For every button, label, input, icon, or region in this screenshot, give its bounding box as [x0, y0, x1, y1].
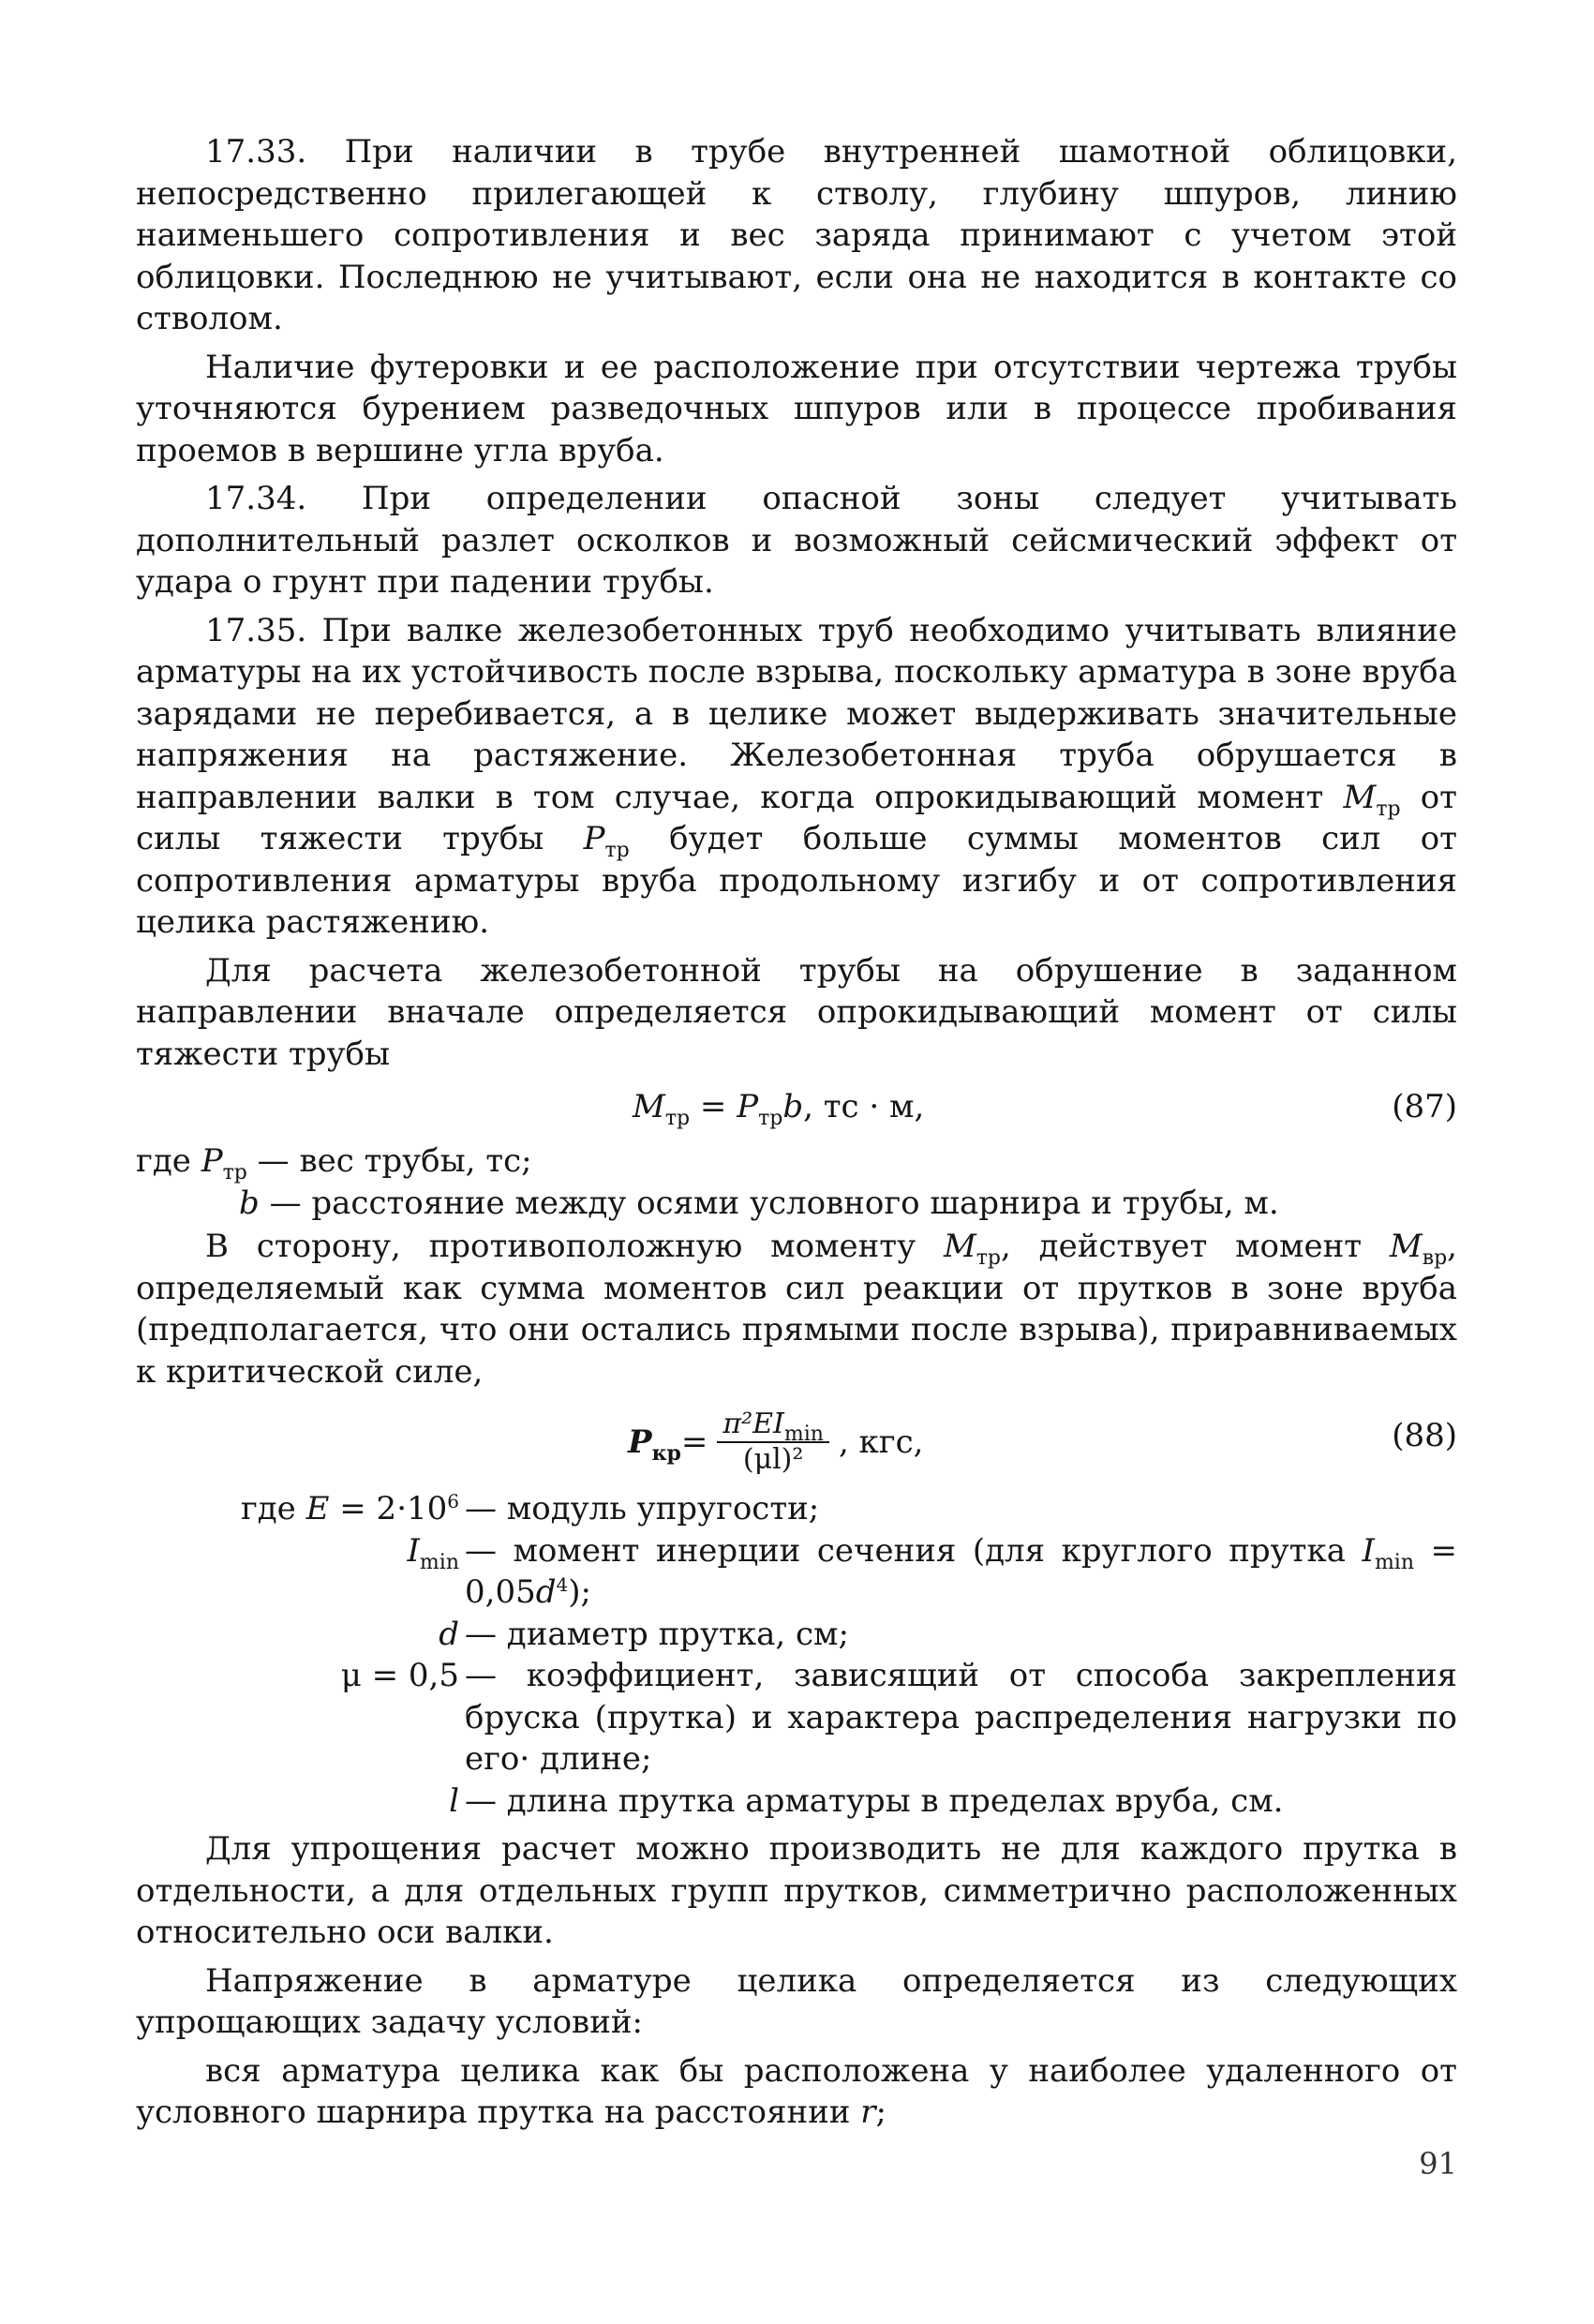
- paragraph-condition: вся арматура целика как бы расположена у наиболее удаленного от условного шарнира прутка на расстоянии r;: [136, 2051, 1457, 2131]
- page-number: 91: [1419, 2146, 1457, 2182]
- definition-inertia: $I_{min}$ — момент инерции сечения (для круглого прутка $I_{min} = 0,05d^4$);: [407, 1531, 1457, 1611]
- paragraph-lining: Наличие футеровки и ее расположение при отсутствии чертежа трубы уточняются бурением разведочных шпуров или в процессе пробивания проемов в вершине угла вруба.: [136, 348, 1457, 469]
- definition-length: l — длина прутка арматуры в пределах вруба, см.: [449, 1781, 1284, 1820]
- definitions-87: [136, 1140, 1457, 1224]
- paragraph-17-35: 17.35. При валке железобетонных труб необходимо учитывать влияние арматуры на их устойчивость после взрыва, поскольку арматура в зоне вруба зарядами не перебивается, а в целике может выдерживать значительные напряжения на растяжение. Железобетонная труба обрушается в направлении валки в том случае, когда опрокидывающий момент $M_{тр}$ от силы тяжести трубы $P_{тр}$ будет больше суммы моментов сил от сопротивления арматуры вруба продольному изгибу и от сопротивления целика растяжению.: [136, 611, 1457, 941]
- formula-87: [136, 1077, 1457, 1137]
- formula-87-body: $M_{тр} = P_{тр}b$, тс · м,: [633, 1088, 925, 1130]
- paragraph-17-34: 17.34. При определении опасной зоны следует учитывать дополнительный разлет осколков и возможный сейсмический эффект от удара о грунт при падении трубы.: [136, 480, 1457, 601]
- paragraph-stress: Напряжение в арматуре целика определяется из следующих упрощающих задачу условий:: [136, 1961, 1457, 2041]
- formula-87-number: (87): [1392, 1088, 1457, 1125]
- definition-coefficient: μ = 0,5 — коэффициент, зависящий от способа закрепления бруска (прутка) и характера распределения нагрузки по его· длине;: [340, 1657, 1457, 1778]
- definition-weight: где $P_{тр}$ — вес трубы, тс;: [136, 1142, 532, 1184]
- definitions-88: [136, 1488, 1457, 1822]
- formula-88: [136, 1394, 1457, 1484]
- formula-88-number: (88): [1392, 1417, 1457, 1454]
- paragraph-simplification: Для упрощения расчет можно производить не для каждого прутка в отдельности, а для отдельных групп прутков, симметрично расположенных относительно оси валки.: [136, 1830, 1457, 1951]
- formula-88-body: $P_{кр}$ = $\frac{\pi^2EI_{min}}{\text{(μl)²}}$ , кгс,: [628, 1408, 924, 1476]
- paragraph-calculation: Для расчета железобетонной трубы на обрушение в заданном направлении вначале определяется опрокидывающий момент от силы тяжести трубы: [136, 951, 1457, 1073]
- definition-diameter: d — диаметр прутка, см;: [439, 1615, 849, 1653]
- paragraph-17-33: 17.33. При наличии в трубе внутренней шамотной облицовки, непосредственно прилегающей к стволу, глубину шпуров, линию наименьшего сопротивления и вес заряда принимают с учетом этой облицовки. Последнюю не учитывают, если она не находится в контакте со стволом.: [136, 133, 1457, 337]
- definition-modulus: где $E = 2\cdot 10^6$ — модуль упругости;: [240, 1490, 820, 1527]
- formula-88-fraction: $\frac{\pi^2EI_{min}}{\text{(μl)²}}$: [717, 1408, 829, 1477]
- page-text: [136, 131, 1457, 2134]
- definition-distance: b — расстояние между осями условного шарнира и трубы, м.: [239, 1184, 1279, 1222]
- paragraph-opposite-moment: В сторону, противоположную моменту $M_{тр}$, действует момент $M_{вр}$, определяемый как сумма моментов сил реакции от прутков в зоне вруба (предполагается, что они остались прямыми после взрыва), приравниваемых к критической силе,: [136, 1228, 1457, 1391]
